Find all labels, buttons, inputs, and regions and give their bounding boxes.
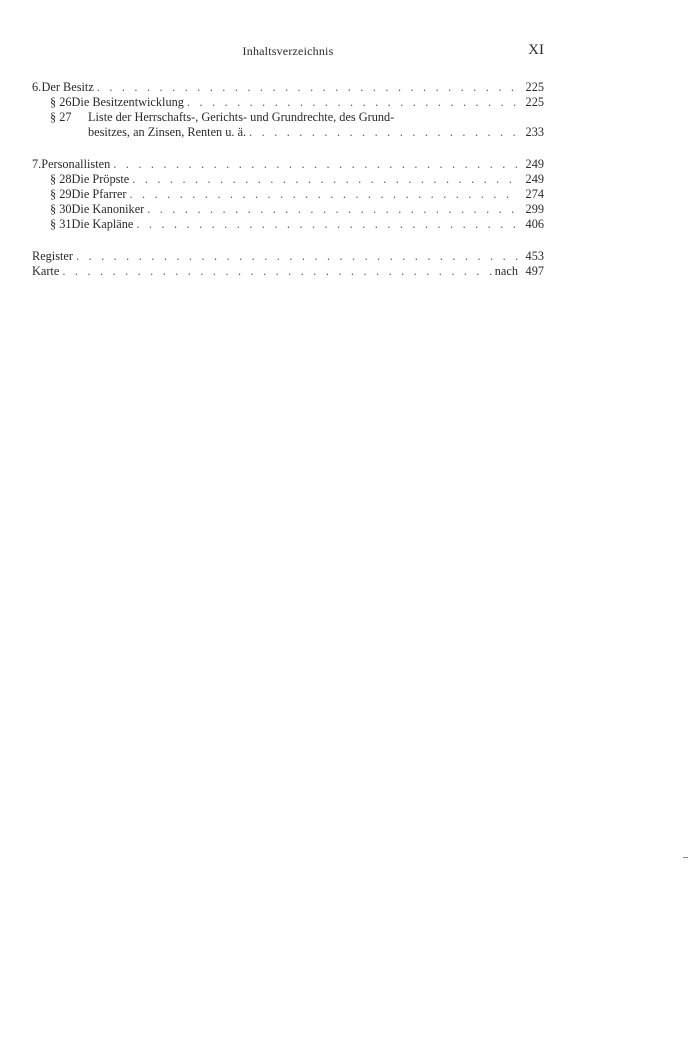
section-number: § 26	[50, 95, 72, 109]
toc-section-26[interactable]	[32, 95, 544, 110]
toc-chapter-7[interactable]	[32, 157, 544, 172]
chapter-number: 7.	[32, 157, 42, 171]
dot-leader	[97, 80, 519, 95]
dot-leader	[76, 249, 519, 264]
page-prefix: nach	[494, 264, 518, 278]
register-title: Register	[32, 249, 73, 263]
section-title: Die Besitzentwicklung	[71, 95, 184, 109]
page-ref: 249	[525, 157, 544, 171]
dot-leader	[147, 202, 519, 217]
section-title-line-1: Liste der Herrschafts-, Gerichts- und Grundrechte, des Grund-	[88, 110, 395, 124]
page-ref: 225	[525, 80, 544, 94]
section-title: Die Pfarrer	[71, 187, 127, 201]
page-ref: 225	[525, 95, 544, 109]
margin-mark	[683, 857, 688, 858]
page-ref: 406	[525, 217, 544, 231]
toc-chapter-6[interactable]	[32, 80, 544, 95]
page-ref: 274	[525, 187, 544, 201]
dot-leader	[136, 217, 519, 232]
toc-section-30[interactable]	[32, 202, 544, 217]
dot-leader	[62, 264, 491, 279]
section-title: Die Kapläne	[71, 217, 134, 231]
toc-section-31[interactable]	[32, 217, 544, 232]
dot-leader	[132, 172, 519, 187]
section-number: § 28	[50, 172, 72, 186]
dot-leader	[113, 157, 519, 172]
table-of-contents	[32, 80, 544, 279]
page-number: XI	[528, 42, 544, 58]
section-title: Die Kanoniker	[71, 202, 145, 216]
running-title: Inhaltsverzeichnis	[242, 44, 334, 58]
section-number: § 31	[50, 217, 72, 231]
page-ref: 497	[525, 264, 544, 278]
page-ref: 249	[525, 172, 544, 186]
toc-section-27-continued[interactable]	[32, 125, 544, 140]
toc-section-27[interactable]	[32, 110, 544, 125]
chapter-number: 6.	[32, 80, 42, 94]
page-ref: 453	[525, 249, 544, 263]
section-number: § 29	[50, 187, 72, 201]
chapter-title: Der Besitz	[41, 80, 94, 94]
toc-karte[interactable]	[32, 264, 544, 279]
toc-section-28[interactable]	[32, 172, 544, 187]
running-head	[32, 42, 544, 60]
toc-section-29[interactable]	[32, 187, 544, 202]
spacer	[32, 140, 544, 157]
page-ref: 233	[525, 125, 544, 139]
section-number: § 30	[50, 202, 72, 216]
section-title: Die Pröpste	[71, 172, 130, 186]
chapter-title: Personallisten	[41, 157, 111, 171]
dot-leader	[187, 95, 519, 110]
spacer	[32, 232, 544, 249]
dot-leader	[130, 187, 520, 202]
toc-register[interactable]	[32, 249, 544, 264]
section-title-line-2: besitzes, an Zinsen, Renten u. ä.	[88, 125, 247, 139]
section-number: § 27	[50, 110, 72, 124]
karte-title: Karte	[32, 264, 60, 278]
dot-leader	[249, 125, 519, 140]
page-ref: 299	[525, 202, 544, 216]
